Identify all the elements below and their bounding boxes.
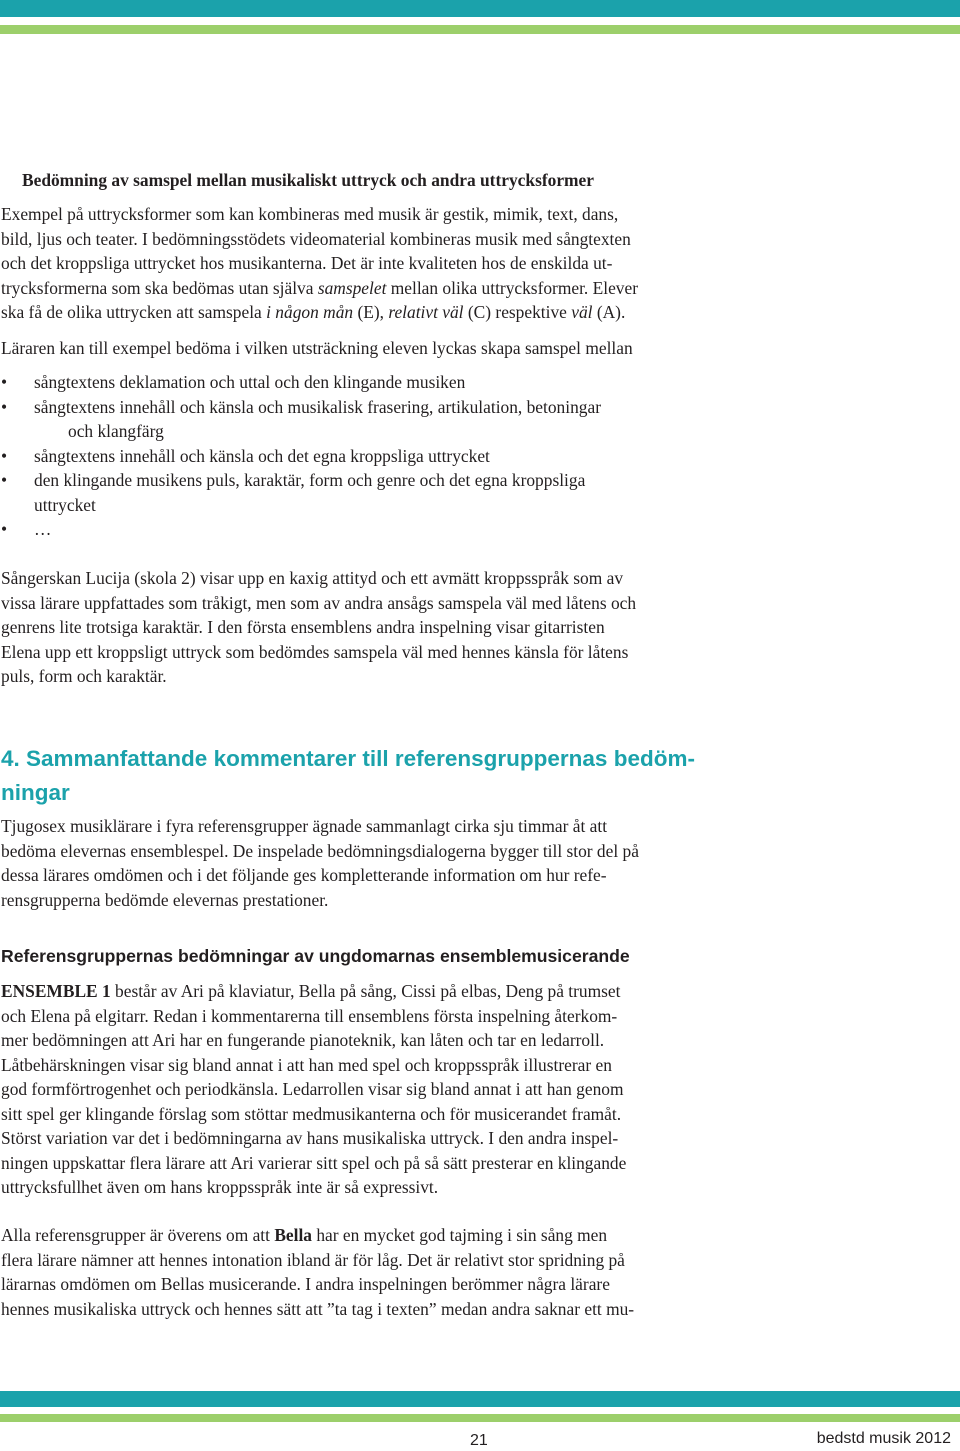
list-item: • sångtextens deklamation och uttal och den klingande musiken — [1, 370, 741, 395]
chapter-heading: 4. Sammanfattande kommentarer till referensgruppernas bedöm- ningar — [1, 746, 695, 805]
text-line: bild, ljus och teater. I bedömningsstödets videomaterial kombineras musik med sångtexten — [1, 228, 631, 249]
page-number: 21 — [470, 1432, 488, 1449]
text-line: sitt spel ger klingande förslag som stöttar medmusikanterna och för musicerandet framåt. — [1, 1103, 622, 1124]
text-line: puls, form och karaktär. — [1, 666, 167, 686]
text-line: genrens lite trotsiga karaktär. I den första ensemblens andra inspelning visar gitarristen — [1, 617, 605, 637]
emphasis-samspelet: samspelet — [317, 277, 387, 298]
bullet-icon: • — [1, 445, 8, 466]
subheading: Referensgruppernas bedömningar av ungdomarnas ensemblemusicerande — [1, 946, 630, 966]
text-line: och det kroppsliga uttrycket hos musikanterna. Det är inte kvaliteten hos de enskilda ut- — [1, 253, 613, 273]
text-line: Elena upp ett kroppsligt uttryck som bedömdes samspela väl med hennes känsla för låtens — [1, 641, 629, 662]
text-line: vissa lärare uppfattades som tråkigt, men som av andra ansågs samspela väl med låtens och — [1, 592, 637, 613]
text-line: bedöma elevernas ensemblespel. De inspelade bedömningsdialogerna bygger till stor del på — [1, 840, 639, 861]
paragraph-bella — [1, 1223, 741, 1321]
text-line: ska få de olika uttrycken att samspela i någon mån (E), relativt väl (C) respektive väl (A). — [1, 302, 626, 322]
bottom-teal-bar — [0, 1391, 960, 1407]
bullet-icon: • — [1, 396, 8, 417]
emphasis-a-level: väl — [571, 302, 593, 322]
text-line: uttrycksfullhet även om hans kroppsspråk inte är så expressivt. — [1, 1177, 439, 1197]
text-line: Exempel på uttrycksformer som kan kombineras med musik är gestik, mimik, text, dans, — [1, 204, 619, 224]
text-line: trycksformerna som ska bedömas utan själva samspelet mellan olika uttrycksformer. Elever — [1, 277, 639, 298]
emphasis-c-level: relativt väl — [388, 302, 464, 322]
paragraph-ensemble-1 — [1, 979, 741, 1200]
top-green-bar — [0, 25, 960, 34]
text-line: ningen uppskattar flera lärare att Ari varierar sitt spel och på så sätt presterar en klingande — [1, 1152, 627, 1173]
text-line: ENSEMBLE 1 består av Ari på klaviatur, Bella på sång, Cissi på elbas, Deng på trumset — [1, 981, 621, 1001]
text-line: god formförtrogenhet och periodkänsla. Ledarrollen visar sig bland annat i att han genom — [1, 1079, 624, 1099]
text-line: Sångerskan Lucija (skola 2) visar upp en kaxig attityd och ett avmätt kroppsspråk som av — [1, 568, 624, 588]
text-line: Tjugosex musiklärare i fyra referensgrupper ägnade sammanlagt cirka sju timmar åt att — [1, 816, 608, 836]
bullet-icon: • — [1, 372, 8, 392]
text-line: mer bedömningen att Ari har en fungerande pianoteknik, kan låten och tar en ledarroll. — [1, 1030, 605, 1050]
ensemble-label: ENSEMBLE 1 — [1, 981, 111, 1001]
bottom-decorative-bars — [0, 1391, 960, 1422]
top-teal-bar — [0, 0, 960, 17]
text-line: dessa lärares omdömen och i det följande ges kompletterande information om hur refe- — [1, 865, 607, 885]
text-line: flera lärare nämner att hennes intonation ibland är för låg. Det är relativt stor spridning på — [1, 1249, 625, 1270]
emphasis-e-level: i någon mån — [266, 302, 354, 322]
paragraph-uttrycksformer — [1, 202, 741, 325]
text-line: Störst variation var det i bedömningarna av hans musikaliska uttryck. I den andra inspel- — [1, 1128, 619, 1148]
paragraph-lararen — [1, 336, 741, 361]
bullet-icon: • — [1, 470, 8, 490]
list-item: • sångtextens innehåll och känsla och musikalisk frasering, artikulation, betoningar och klangfärg — [1, 396, 601, 441]
paragraph-tjugosex — [1, 814, 741, 912]
bullet-icon: • — [1, 519, 8, 539]
list-item: • … — [1, 517, 741, 542]
text-line: och Elena på elgitarr. Redan i kommentarerna till ensemblens första inspelning återkom- — [1, 1005, 618, 1026]
footer-publication: bedstd musik 2012 — [816, 1430, 951, 1447]
text-line: rensgrupperna bedömde elevernas prestationer. — [1, 889, 329, 910]
text-line: Läraren kan till exempel bedöma i vilken utsträckning eleven lyckas skapa samspel mellan — [1, 338, 633, 358]
list-item: • sångtextens innehåll och känsla och det egna kroppsliga uttrycket — [1, 444, 741, 469]
paragraph-lucija — [1, 566, 741, 689]
samspel-bullet-list — [1, 370, 741, 542]
list-item: • den klingande musikens puls, karaktär, form och genre och det egna kroppsliga uttrycket — [1, 470, 586, 515]
bottom-green-bar — [0, 1414, 960, 1422]
section-heading: Bedömning av samspel mellan musikaliskt uttryck och andra uttrycksformer — [22, 170, 594, 190]
name-bella: Bella — [274, 1225, 312, 1245]
text-line: Låtbehärskningen visar sig bland annat i att han med spel och kroppsspråk illustrerar en — [1, 1054, 612, 1075]
top-decorative-bars — [0, 0, 960, 34]
text-line: lärarnas omdömen om Bellas musicerande. I andra inspelningen berömmer några lärare — [1, 1274, 610, 1294]
text-line: hennes musikaliska uttryck och hennes sätt att ”ta tag i texten” medan andra saknar ett mu- — [1, 1298, 635, 1319]
text-line: Alla referensgrupper är överens om att Bella har en mycket god tajming i sin sång men — [1, 1225, 608, 1245]
